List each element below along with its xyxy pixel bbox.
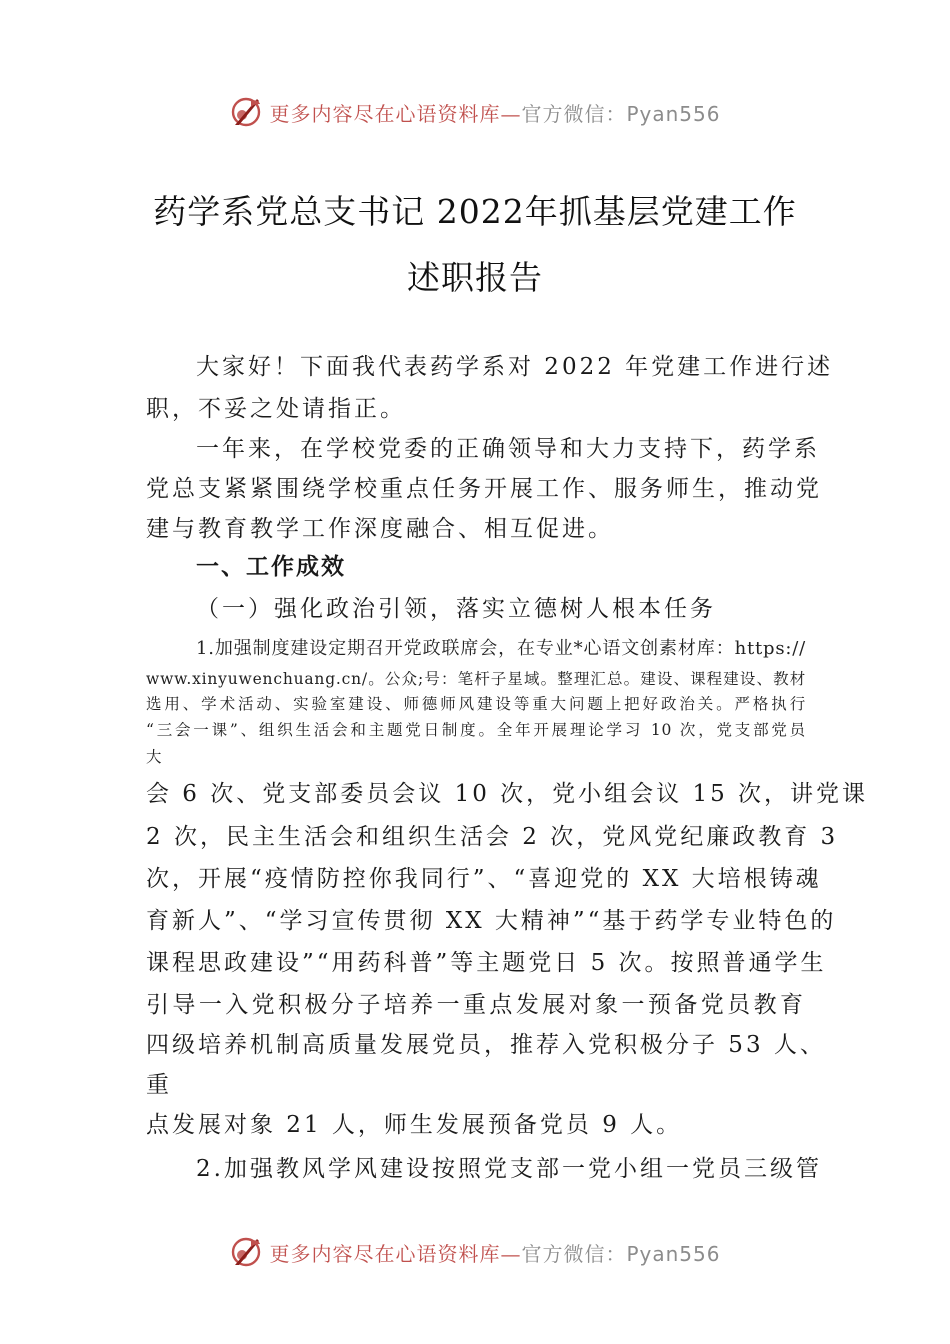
paragraph-line: 次，开展“疫情防控你我同行”、“喜迎党的 XX 大培根铸魂 bbox=[146, 866, 822, 892]
small-text-line: 1.加强制度建设定期召开党政联席会，在专业*心语文创素材库：https:// bbox=[196, 638, 806, 659]
paragraph-line: 育新人”、“学习宣传贯彻 XX 大精神”“基于药学专业特色的 bbox=[146, 908, 837, 934]
quill-circle-icon bbox=[229, 1235, 263, 1269]
paragraph-line: 重 bbox=[146, 1072, 172, 1098]
paragraph-line: 2.加强教风学风建设按照党支部一党小组一党员三级管 bbox=[196, 1156, 822, 1182]
paragraph-line: 点发展对象 21 人，师生发展预备党员 9 人。 bbox=[146, 1112, 683, 1138]
paragraph-line: 四级培养机制高质量发展党员，推荐入党积极分子 53 人、 bbox=[146, 1032, 826, 1058]
quill-circle-icon bbox=[229, 95, 263, 129]
paragraph-line: 课程思政建设”“用药科普”等主题党日 5 次。按照普通学生 bbox=[146, 950, 827, 976]
paragraph-line: 2 次，民主生活会和组织生活会 2 次，党风党纪廉政教育 3 bbox=[146, 824, 839, 850]
header-banner bbox=[0, 92, 950, 132]
small-text-line: 选用、学术活动、实验室建设、师德师风建设等重大问题上把好政治关。严格执行 bbox=[146, 695, 806, 713]
banner-text: 更多内容尽在心语资料库—官方微信：Pyan556 bbox=[269, 1241, 721, 1266]
paragraph-line: 大家好！下面我代表药学系对 2022 年党建工作进行述 bbox=[196, 354, 834, 380]
small-text-line: 大 bbox=[146, 748, 163, 766]
document-title-line1: 药学系党总支书记 2022年抓基层党建工作 bbox=[153, 192, 797, 231]
paragraph-line: 建与教育教学工作深度融合、相互促进。 bbox=[146, 516, 614, 542]
document-title-line2: 述职报告 bbox=[407, 258, 543, 297]
paragraph-line: 职，不妥之处请指正。 bbox=[146, 396, 406, 422]
section-heading: 一、工作成效 bbox=[196, 554, 346, 580]
banner-wechat: 官方微信：Pyan556 bbox=[521, 101, 721, 126]
paragraph-line: 一年来，在学校党委的正确领导和大力支持下，药学系 bbox=[196, 436, 820, 462]
banner-wechat: 官方微信：Pyan556 bbox=[521, 1241, 721, 1266]
footer-banner bbox=[0, 1232, 950, 1272]
banner-text: 更多内容尽在心语资料库—官方微信：Pyan556 bbox=[269, 101, 721, 126]
small-text-line: “三会一课”、组织生活会和主题党日制度。全年开展理论学习 10 次，党支部党员 bbox=[146, 721, 806, 739]
subsection-heading: （一）强化政治引领，落实立德树人根本任务 bbox=[196, 596, 716, 622]
paragraph-line: 会 6 次、党支部委员会议 10 次，党小组会议 15 次，讲党课 bbox=[146, 781, 869, 807]
paragraph-line: 引导一入党积极分子培养一重点发展对象一预备党员教育 bbox=[146, 992, 806, 1018]
paragraph-line: 党总支紧紧围绕学校重点任务开展工作、服务师生，推动党 bbox=[146, 476, 822, 502]
small-text-line: www.xinyuwenchuang.cn/。公众;号：笔杆子星域。整理汇总。建设、课程建设、教材 bbox=[146, 670, 806, 688]
